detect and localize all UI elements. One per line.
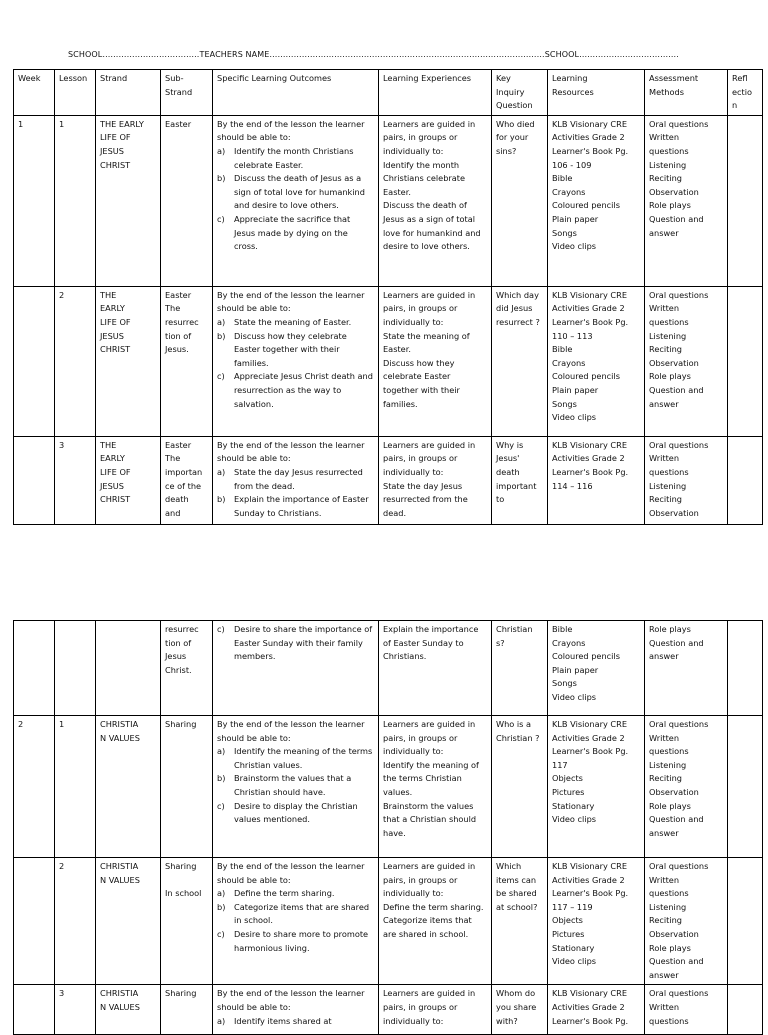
outcome-item	[217, 213, 374, 254]
outcome-marker: a)	[217, 316, 226, 327]
experiences-cell: Learners are guided in pairs, in groups or individually to: Identify the month Christians celebrate Easter. Discuss the death of Jesus as a sign of total love for humankind and desire to love others.	[379, 115, 492, 286]
resources-cell: KLB Visionary CRE Activities Grade 2 Learner's Book Pg. 110 – 113 Bible Crayons Coloured pencils Plain paper Songs Video clips	[548, 286, 645, 436]
outcomes-cell	[213, 436, 379, 524]
lesson-cell: 3	[55, 985, 96, 1035]
lesson-cell	[55, 621, 96, 716]
outcome-text: Desire to display the Christian values mentioned.	[234, 800, 358, 825]
outcome-marker: a)	[217, 466, 226, 477]
outcome-text: Explain the importance of Easter Sunday to Christians.	[234, 494, 369, 518]
outcomes-list	[217, 887, 374, 955]
page-header: SCHOOL………………………………TEACHERS NAME…………………………………………………………………………………………SCHOOL……………………………….	[68, 50, 679, 59]
table-row	[14, 286, 763, 436]
outcome-text: Define the term sharing.	[234, 888, 335, 899]
col-header-assessment: Assessment Methods	[645, 70, 728, 116]
outcomes-intro: By the end of the lesson the learner should be able to:	[217, 118, 365, 143]
outcome-item	[217, 330, 374, 371]
resources-cell: KLB Visionary CRE Activities Grade 2 Learner's Book Pg. 114 – 116	[548, 436, 645, 524]
sub-strand-cell: Easter The resurrec tion of Jesus.	[161, 286, 213, 436]
col-header-outcomes: Specific Learning Outcomes	[213, 70, 379, 116]
key-question-cell: Why is Jesus' death important to	[492, 436, 548, 524]
outcome-marker: b)	[217, 330, 226, 341]
outcomes-list	[217, 316, 374, 411]
resources-cell: KLB Visionary CRE Activities Grade 2 Learner's Book Pg. 117 – 119 Objects Pictures Stationary Video clips	[548, 858, 645, 985]
outcome-item	[217, 800, 374, 827]
col-header-experiences: Learning Experiences	[379, 70, 492, 116]
sub-strand-cell: resurrec tion of Jesus Christ.	[161, 621, 213, 716]
outcome-marker: c)	[217, 928, 225, 939]
outcome-text: Categorize items that are shared in school.	[234, 901, 370, 926]
week-cell: 2	[14, 716, 55, 858]
resources-cell: KLB Visionary CRE Activities Grade 2 Learner's Book Pg. 117 Objects Pictures Stationary Video clips	[548, 716, 645, 858]
outcome-text: Appreciate Jesus Christ death and resurrection as the way to salvation.	[234, 371, 373, 409]
outcome-item	[217, 316, 374, 330]
outcome-item	[217, 928, 374, 955]
experiences-cell: Explain the importance of Easter Sunday to Christians.	[379, 621, 492, 716]
outcomes-cell	[213, 621, 379, 716]
outcome-item	[217, 145, 374, 172]
week-cell	[14, 621, 55, 716]
experiences-cell: Learners are guided in pairs, in groups or individually to: State the meaning of Easter. Discuss how they celebrate Easter together with their families.	[379, 286, 492, 436]
sub-strand-cell: Easter	[161, 115, 213, 286]
outcome-marker: a)	[217, 746, 226, 757]
outcome-marker: a)	[217, 1015, 226, 1026]
outcome-marker: a)	[217, 888, 226, 899]
experiences-cell: Learners are guided in pairs, in groups or individually to:	[379, 985, 492, 1035]
col-header-resources: Learning Resources	[548, 70, 645, 116]
sub-strand-cell: Sharing In school	[161, 858, 213, 985]
key-question-cell: Which day did Jesus resurrect ?	[492, 286, 548, 436]
outcomes-cell	[213, 858, 379, 985]
assessment-cell: Oral questions Written questions Listening Reciting Observation Role plays Question and answer	[645, 286, 728, 436]
key-question-cell: Which items can be shared at school?	[492, 858, 548, 985]
sub-strand-cell: Easter The importan ce of the death and	[161, 436, 213, 524]
resources-cell: KLB Visionary CRE Activities Grade 2 Learner's Book Pg.	[548, 985, 645, 1035]
strand-cell	[96, 621, 161, 716]
week-cell	[14, 985, 55, 1035]
outcome-item	[217, 1015, 374, 1029]
outcome-text: Identify the month Christians celebrate Easter.	[234, 145, 354, 170]
assessment-cell: Oral questions Written questions Listening Reciting Observation Role plays Question and answer	[645, 858, 728, 985]
outcome-marker: b)	[217, 494, 226, 505]
outcome-text: Desire to share the importance of Easter Sunday with their family members.	[234, 624, 373, 662]
outcome-item	[217, 172, 374, 213]
lesson-cell: 1	[55, 115, 96, 286]
strand-cell: THE EARLY LIFE OF JESUS CHRIST	[96, 286, 161, 436]
col-header-lesson: Lesson	[55, 70, 96, 116]
scheme-of-work-table-page-1	[13, 69, 763, 525]
col-header-strand: Strand	[96, 70, 161, 116]
outcomes-cell	[213, 716, 379, 858]
reflection-cell	[728, 621, 763, 716]
outcome-item	[217, 772, 374, 799]
outcome-item	[217, 623, 374, 664]
outcome-item	[217, 745, 374, 772]
col-header-sub-strand: Sub- Strand	[161, 70, 213, 116]
experiences-cell: Learners are guided in pairs, in groups or individually to: Identify the meaning of the terms Christian values. Brainstorm the values that a Christian should have.	[379, 716, 492, 858]
outcome-marker: b)	[217, 773, 226, 784]
outcome-marker: c)	[217, 800, 225, 811]
col-header-reflection: Refl ectio n	[728, 70, 763, 116]
experiences-cell: Learners are guided in pairs, in groups or individually to: Define the term sharing. Categorize items that are shared in school.	[379, 858, 492, 985]
table-header-row	[14, 70, 763, 116]
outcome-text: Appreciate the sacrifice that Jesus made by dying on the cross.	[234, 213, 351, 252]
assessment-cell: Oral questions Written questions Listening Reciting Observation	[645, 436, 728, 524]
outcome-text: Identify the meaning of the terms Christian values.	[234, 746, 373, 770]
outcomes-cell	[213, 985, 379, 1035]
sub-strand-cell: Sharing	[161, 716, 213, 858]
strand-cell: CHRISTIA N VALUES	[96, 716, 161, 858]
outcomes-intro: By the end of the lesson the learner should be able to:	[217, 289, 365, 314]
reflection-cell	[728, 985, 763, 1035]
outcome-text: Discuss the death of Jesus as a sign of total love for humankind and desire to love others.	[234, 173, 365, 211]
table-row	[14, 115, 763, 286]
key-question-cell: Who died for your sins?	[492, 115, 548, 286]
table-row	[14, 985, 763, 1035]
scheme-of-work-table-page-2	[13, 620, 763, 1035]
outcomes-list	[217, 466, 374, 520]
outcomes-list	[217, 623, 374, 664]
outcomes-cell	[213, 115, 379, 286]
lesson-cell: 2	[55, 858, 96, 985]
assessment-cell: Oral questions Written questions Listening Reciting Observation Role plays Question and answer	[645, 716, 728, 858]
reflection-cell	[728, 115, 763, 286]
outcomes-intro: By the end of the lesson the learner should be able to:	[217, 861, 365, 885]
assessment-cell: Oral questions Written questions	[645, 985, 728, 1035]
table-body-page-1	[14, 115, 763, 524]
table-row	[14, 621, 763, 716]
outcome-marker: c)	[217, 371, 225, 382]
week-cell	[14, 286, 55, 436]
outcome-marker: a)	[217, 145, 226, 156]
lesson-cell: 2	[55, 286, 96, 436]
outcome-text: Discuss how they celebrate Easter together with their families.	[234, 330, 347, 368]
week-cell	[14, 436, 55, 524]
key-question-cell: Christian s?	[492, 621, 548, 716]
outcome-item	[217, 493, 374, 520]
experiences-cell: Learners are guided in pairs, in groups or individually to: State the day Jesus resurrected from the dead.	[379, 436, 492, 524]
outcomes-intro: By the end of the lesson the learner should be able to:	[217, 988, 365, 1012]
resources-cell: Bible Crayons Coloured pencils Plain paper Songs Video clips	[548, 621, 645, 716]
outcomes-cell	[213, 286, 379, 436]
week-cell	[14, 858, 55, 985]
outcomes-intro: By the end of the lesson the learner should be able to:	[217, 439, 365, 464]
table-row	[14, 436, 763, 524]
outcome-marker: b)	[217, 173, 226, 184]
sub-strand-cell: Sharing	[161, 985, 213, 1035]
reflection-cell	[728, 436, 763, 524]
outcome-item	[217, 901, 374, 928]
outcome-marker: c)	[217, 213, 225, 224]
col-header-question: Key Inquiry Question	[492, 70, 548, 116]
table-row	[14, 716, 763, 858]
outcome-item	[217, 466, 374, 493]
outcome-text: State the meaning of Easter.	[234, 316, 352, 327]
outcome-item	[217, 370, 374, 411]
outcomes-list	[217, 745, 374, 827]
strand-cell: THE EARLY LIFE OF JESUS CHRIST	[96, 436, 161, 524]
reflection-cell	[728, 858, 763, 985]
outcome-text: State the day Jesus resurrected from the dead.	[234, 466, 363, 491]
outcomes-list	[217, 1015, 374, 1029]
outcome-marker: c)	[217, 624, 225, 634]
outcome-text: Desire to share more to promote harmonious living.	[234, 928, 369, 953]
outcome-text: Identify items shared at	[234, 1015, 332, 1026]
week-cell: 1	[14, 115, 55, 286]
strand-cell: THE EARLY LIFE OF JESUS CHRIST	[96, 115, 161, 286]
assessment-cell: Role plays Question and answer	[645, 621, 728, 716]
reflection-cell	[728, 716, 763, 858]
outcomes-intro: By the end of the lesson the learner should be able to:	[217, 719, 365, 743]
col-header-week: Week	[14, 70, 55, 116]
resources-cell: KLB Visionary CRE Activities Grade 2 Learner's Book Pg. 106 - 109 Bible Crayons Coloured pencils Plain paper Songs Video clips	[548, 115, 645, 286]
outcomes-list	[217, 145, 374, 254]
lesson-cell: 3	[55, 436, 96, 524]
reflection-cell	[728, 286, 763, 436]
lesson-cell: 1	[55, 716, 96, 858]
outcome-item	[217, 887, 374, 901]
outcome-text: Brainstorm the values that a Christian should have.	[234, 773, 352, 797]
key-question-cell: Who is a Christian ?	[492, 716, 548, 858]
table-body-page-2	[14, 621, 763, 1035]
key-question-cell: Whom do you share with?	[492, 985, 548, 1035]
table-row	[14, 858, 763, 985]
strand-cell: CHRISTIA N VALUES	[96, 858, 161, 985]
strand-cell: CHRISTIA N VALUES	[96, 985, 161, 1035]
assessment-cell: Oral questions Written questions Listening Reciting Observation Role plays Question and answer	[645, 115, 728, 286]
outcome-marker: b)	[217, 901, 226, 912]
